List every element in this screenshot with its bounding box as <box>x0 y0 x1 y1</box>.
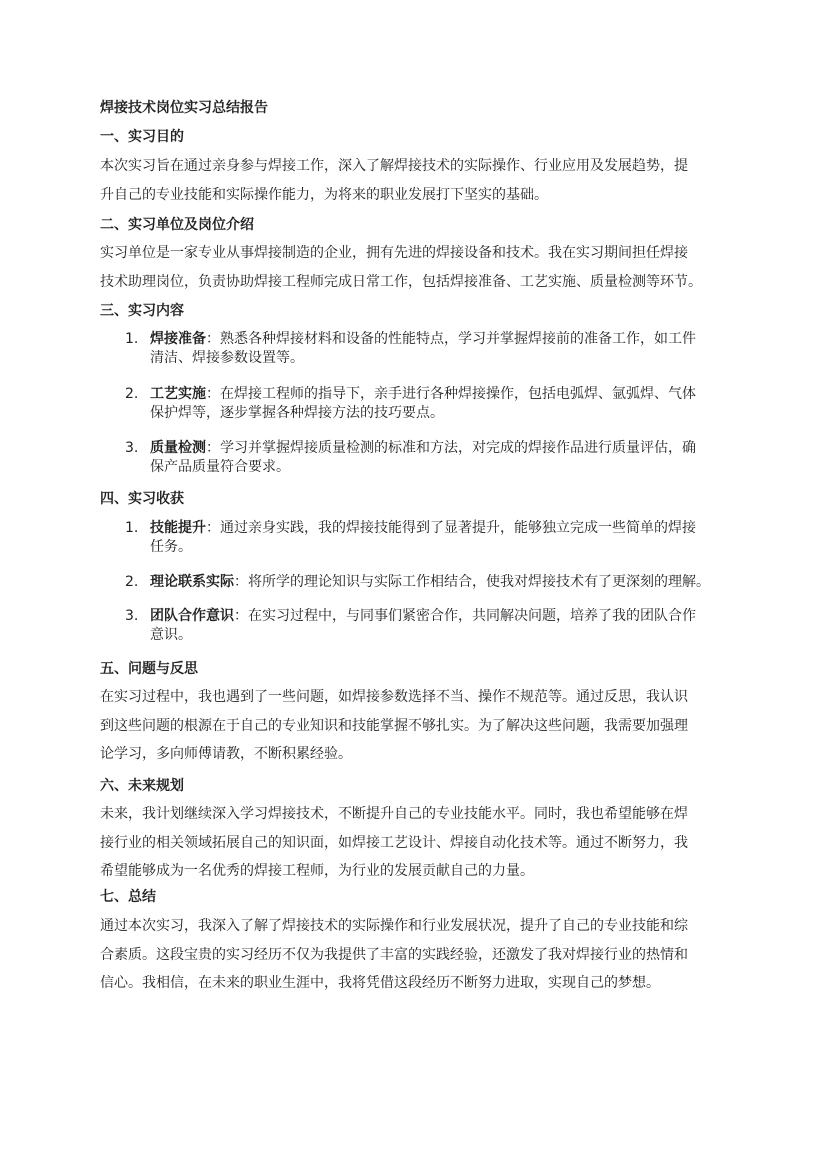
text-line: 清洁、焊接参数设置等。 <box>150 350 304 366</box>
list-term: 工艺实施 <box>150 386 206 402</box>
text-line: 升自己的专业技能和实际操作能力，为将来的职业发展打下坚实的基础。 <box>100 186 548 203</box>
text-line: 在实习过程中，我也遇到了一些问题，如焊接参数选择不当、操作不规范等。通过反思，我认识 <box>100 689 688 705</box>
text-line: 希望能够成为一名优秀的焊接工程师，为行业的发展贡献自己的力量。 <box>100 863 534 879</box>
text-line: ：将所学的理论知识与实际工作相结合，使我对焊接技术有了更深刻的理解。 <box>234 574 710 590</box>
list-item <box>125 385 765 423</box>
text-line: 本次实习旨在通过亲身参与焊接工作，深入了解焊接技术的实际操作、行业应用及发展趋势，提 <box>100 158 688 174</box>
section-heading: 三、实习内容 <box>100 303 184 319</box>
list-number: 3. <box>125 440 139 456</box>
text-line: 论学习，多向师傅请教，不断积累经验。 <box>100 746 352 762</box>
list-number: 2. <box>125 386 139 402</box>
list-term: 团队合作意识 <box>150 608 234 624</box>
paragraph <box>100 152 760 209</box>
paragraph <box>100 800 760 886</box>
section-heading: 一、实习目的 <box>100 129 184 145</box>
text-line: 合素质。这段宝贵的实习经历不仅为我提供了丰富的实践经验，还激发了我对焊接行业的热情和 <box>100 946 688 963</box>
list-number: 3. <box>125 608 139 624</box>
text-line: ：在实习过程中，与同事们紧密合作，共同解决问题，培养了我的团队合作 <box>234 608 696 624</box>
document-title: 焊接技术岗位实习总结报告 <box>100 100 268 116</box>
text-line: 信心。我相信，在未来的职业生涯中，我将凭借这段经历不断努力进取，实现自己的梦想。 <box>100 975 660 991</box>
text-line: 任务。 <box>150 539 192 555</box>
paragraph <box>100 683 760 769</box>
list-number: 2. <box>125 574 139 590</box>
list-item <box>125 519 765 557</box>
text-line: 保产品质量符合要求。 <box>150 459 290 475</box>
text-line: 未来，我计划继续深入学习焊接技术，不断提升自己的专业技能水平。同时，我也希望能够在焊 <box>100 806 688 822</box>
section-heading: 七、总结 <box>100 889 156 905</box>
text-line: 保护焊等，逐步掌握各种焊接方法的技巧要点。 <box>150 405 444 421</box>
list-term: 焊接准备 <box>150 331 206 347</box>
text-line: ：通过亲身实践，我的焊接技能得到了显著提升，能够独立完成一些简单的焊接 <box>206 520 696 536</box>
section-heading: 五、问题与反思 <box>100 661 198 677</box>
text-line: ：在焊接工程师的指导下，亲手进行各种焊接操作，包括电弧焊、氩弧焊、气体 <box>206 386 696 402</box>
list-item <box>125 607 765 645</box>
text-line: ：熟悉各种焊接材料和设备的性能特点，学习并掌握焊接前的准备工作，如工件 <box>206 331 696 347</box>
section-heading: 二、实习单位及岗位介绍 <box>100 217 254 233</box>
list-term: 质量检测 <box>150 440 206 456</box>
list-number: 1. <box>125 331 139 347</box>
paragraph <box>100 912 760 998</box>
list-item <box>125 330 765 368</box>
text-line: 通过本次实习，我深入了解了焊接技术的实际操作和行业发展状况，提升了自己的专业技能和综 <box>100 918 688 934</box>
text-line: 接行业的相关领域拓展自己的知识面，如焊接工艺设计、焊接自动化技术等。通过不断努力，我 <box>100 834 688 851</box>
list-term: 理论联系实际 <box>150 574 234 590</box>
section-heading: 四、实习收获 <box>100 491 184 507</box>
list-item <box>125 439 765 477</box>
text-line: 实习单位是一家专业从事焊接制造的企业，拥有先进的焊接设备和技术。我在实习期间担任焊接 <box>100 245 688 261</box>
text-line: 意识。 <box>150 627 192 643</box>
text-line: 到这些问题的根源在于自己的专业知识和技能掌握不够扎实。为了解决这些问题，我需要加强理 <box>100 717 688 734</box>
section-heading: 六、未来规划 <box>100 778 184 794</box>
list-item <box>125 573 765 592</box>
list-term: 技能提升 <box>150 520 206 536</box>
text-line: ：学习并掌握焊接质量检测的标准和方法，对完成的焊接作品进行质量评估，确 <box>206 440 696 456</box>
list-number: 1. <box>125 520 139 536</box>
paragraph <box>100 239 760 296</box>
text-line: 技术助理岗位，负责协助焊接工程师完成日常工作，包括焊接准备、工艺实施、质量检测等环节。 <box>100 273 702 290</box>
